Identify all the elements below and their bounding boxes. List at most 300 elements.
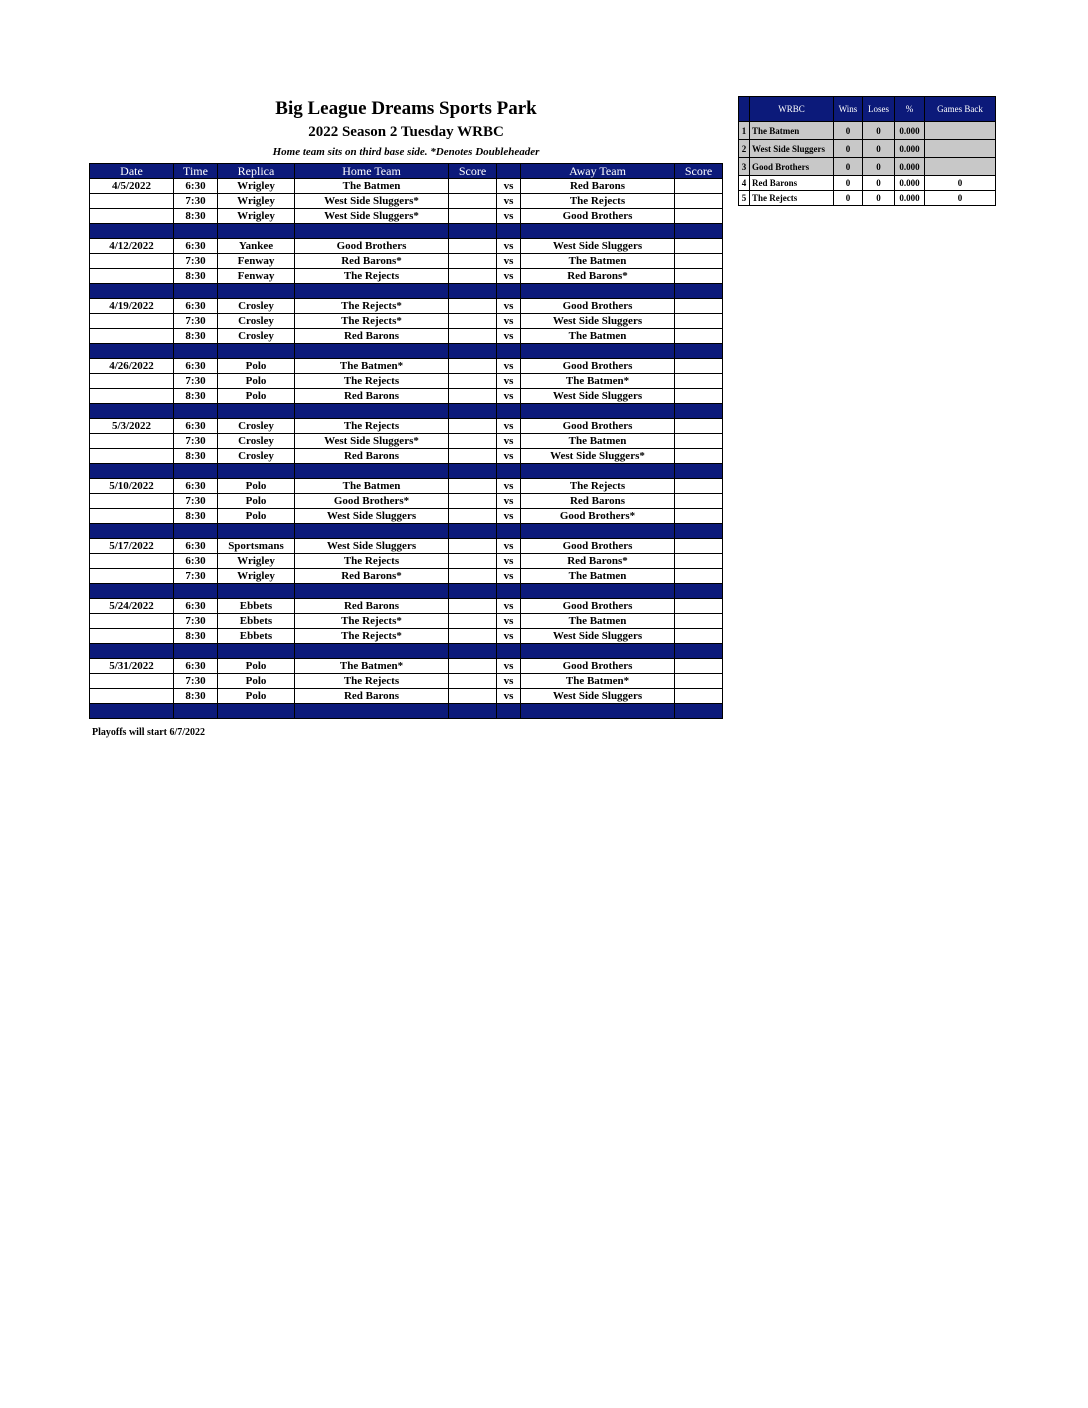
game-replica: Polo [218, 674, 295, 689]
away-team: West Side Sluggers [521, 689, 675, 704]
away-score [675, 674, 723, 689]
game-time: 8:30 [174, 449, 218, 464]
separator-cell [449, 704, 497, 719]
table-row [90, 479, 723, 494]
separator-cell [174, 224, 218, 239]
vs-label: vs [497, 569, 521, 584]
away-team: The Rejects [521, 194, 675, 209]
vs-label: vs [497, 269, 521, 284]
away-score [675, 614, 723, 629]
home-team: West Side Sluggers* [295, 434, 449, 449]
away-team: Good Brothers [521, 299, 675, 314]
away-team: Good Brothers [521, 359, 675, 374]
game-date: 5/3/2022 [90, 419, 174, 434]
away-team: Red Barons* [521, 554, 675, 569]
column-header-home-score: Score [449, 164, 497, 179]
away-team: Good Brothers [521, 539, 675, 554]
table-row [90, 389, 723, 404]
standings-team: Good Brothers [750, 158, 834, 176]
home-score [449, 509, 497, 524]
separator-cell [90, 704, 174, 719]
game-time: 7:30 [174, 674, 218, 689]
away-team: The Rejects [521, 479, 675, 494]
schedule-header-row [90, 164, 723, 179]
separator-cell [497, 344, 521, 359]
game-time: 8:30 [174, 269, 218, 284]
game-time: 6:30 [174, 599, 218, 614]
away-team: The Batmen [521, 434, 675, 449]
game-time: 6:30 [174, 539, 218, 554]
week-separator-row [90, 404, 723, 419]
standings-games-back: 0 [925, 191, 996, 206]
table-row [90, 509, 723, 524]
home-score [449, 419, 497, 434]
game-date [90, 194, 174, 209]
standings-header-row [739, 97, 996, 122]
home-score [449, 434, 497, 449]
standings-rank: 3 [739, 158, 750, 176]
schedule-table [89, 163, 723, 719]
home-score [449, 674, 497, 689]
week-separator-row [90, 224, 723, 239]
separator-cell [521, 644, 675, 659]
column-header-date: Date [90, 164, 174, 179]
game-date [90, 449, 174, 464]
vs-label: vs [497, 509, 521, 524]
standings-pct: 0.000 [895, 176, 925, 191]
column-header-vs [497, 164, 521, 179]
standings-table [738, 96, 996, 206]
game-replica: Crosley [218, 419, 295, 434]
separator-cell [90, 284, 174, 299]
standings-row [739, 158, 996, 176]
game-date [90, 689, 174, 704]
separator-cell [675, 644, 723, 659]
vs-label: vs [497, 194, 521, 209]
game-date: 5/31/2022 [90, 659, 174, 674]
game-replica: Ebbets [218, 629, 295, 644]
home-team: West Side Sluggers [295, 509, 449, 524]
standings-pct: 0.000 [895, 158, 925, 176]
standings-body [739, 122, 996, 206]
separator-cell [295, 524, 449, 539]
table-row [90, 374, 723, 389]
away-score [675, 599, 723, 614]
away-score [675, 419, 723, 434]
standings-pct: 0.000 [895, 122, 925, 140]
separator-cell [675, 224, 723, 239]
vs-label: vs [497, 254, 521, 269]
game-date [90, 509, 174, 524]
game-time: 7:30 [174, 494, 218, 509]
separator-cell [521, 464, 675, 479]
column-header-time: Time [174, 164, 218, 179]
game-date [90, 269, 174, 284]
standings-row [739, 191, 996, 206]
separator-cell [90, 404, 174, 419]
game-replica: Crosley [218, 329, 295, 344]
home-score [449, 479, 497, 494]
game-date: 4/19/2022 [90, 299, 174, 314]
column-header-away-team: Away Team [521, 164, 675, 179]
separator-cell [497, 404, 521, 419]
home-team: Red Barons* [295, 569, 449, 584]
away-team: Good Brothers [521, 209, 675, 224]
home-team: Red Barons [295, 329, 449, 344]
standings-header-games-back: Games Back [925, 97, 996, 122]
game-time: 7:30 [174, 374, 218, 389]
separator-cell [218, 224, 295, 239]
away-score [675, 689, 723, 704]
away-team: Red Barons [521, 179, 675, 194]
standings-games-back [925, 140, 996, 158]
separator-cell [521, 404, 675, 419]
separator-cell [497, 704, 521, 719]
separator-cell [218, 404, 295, 419]
separator-cell [449, 644, 497, 659]
game-date [90, 374, 174, 389]
week-separator-row [90, 584, 723, 599]
separator-cell [497, 524, 521, 539]
standings-games-back [925, 158, 996, 176]
game-replica: Sportsmans [218, 539, 295, 554]
week-separator-row [90, 284, 723, 299]
vs-label: vs [497, 494, 521, 509]
vs-label: vs [497, 539, 521, 554]
away-team: Good Brothers [521, 419, 675, 434]
away-score [675, 314, 723, 329]
table-row [90, 629, 723, 644]
away-score [675, 179, 723, 194]
separator-cell [174, 284, 218, 299]
game-date: 4/26/2022 [90, 359, 174, 374]
game-date [90, 674, 174, 689]
standings-rank: 5 [739, 191, 750, 206]
away-team: Red Barons [521, 494, 675, 509]
vs-label: vs [497, 674, 521, 689]
game-time: 6:30 [174, 479, 218, 494]
separator-cell [449, 224, 497, 239]
standings-wins: 0 [834, 191, 863, 206]
table-row [90, 269, 723, 284]
vs-label: vs [497, 359, 521, 374]
separator-cell [675, 704, 723, 719]
game-replica: Crosley [218, 314, 295, 329]
separator-cell [218, 524, 295, 539]
table-row [90, 674, 723, 689]
away-team: Good Brothers [521, 659, 675, 674]
home-team: The Rejects* [295, 629, 449, 644]
away-score [675, 569, 723, 584]
game-date: 4/5/2022 [90, 179, 174, 194]
playoffs-note: Playoffs will start 6/7/2022 [92, 727, 206, 738]
schedule-note: Home team sits on third base side. *Denotes Doubleheader [272, 146, 540, 158]
game-time: 6:30 [174, 179, 218, 194]
page-title: Big League Dreams Sports Park [275, 98, 537, 119]
week-separator-row [90, 704, 723, 719]
away-score [675, 389, 723, 404]
separator-cell [90, 584, 174, 599]
table-row [90, 254, 723, 269]
game-replica: Polo [218, 374, 295, 389]
away-team: West Side Sluggers* [521, 449, 675, 464]
separator-cell [675, 524, 723, 539]
standings-header-wins: Wins [834, 97, 863, 122]
separator-cell [174, 524, 218, 539]
game-replica: Wrigley [218, 554, 295, 569]
separator-cell [521, 344, 675, 359]
game-time: 7:30 [174, 254, 218, 269]
game-replica: Ebbets [218, 614, 295, 629]
standings-team: Red Barons [750, 176, 834, 191]
standings-wins: 0 [834, 140, 863, 158]
game-date: 4/12/2022 [90, 239, 174, 254]
separator-cell [521, 524, 675, 539]
game-date: 5/17/2022 [90, 539, 174, 554]
home-team: The Batmen [295, 179, 449, 194]
home-team: West Side Sluggers* [295, 209, 449, 224]
vs-label: vs [497, 449, 521, 464]
vs-label: vs [497, 599, 521, 614]
game-replica: Polo [218, 659, 295, 674]
game-time: 7:30 [174, 314, 218, 329]
home-score [449, 494, 497, 509]
home-score [449, 554, 497, 569]
home-team: The Batmen [295, 479, 449, 494]
table-row [90, 434, 723, 449]
standings-loses: 0 [863, 191, 895, 206]
game-date: 5/24/2022 [90, 599, 174, 614]
game-date [90, 434, 174, 449]
standings-header-rank [739, 97, 750, 122]
home-score [449, 389, 497, 404]
standings-loses: 0 [863, 176, 895, 191]
away-team: The Batmen [521, 614, 675, 629]
vs-label: vs [497, 179, 521, 194]
away-score [675, 494, 723, 509]
standings-team: West Side Sluggers [750, 140, 834, 158]
separator-cell [521, 704, 675, 719]
standings-row [739, 140, 996, 158]
home-score [449, 299, 497, 314]
standings-header-pct: % [895, 97, 925, 122]
away-score [675, 329, 723, 344]
vs-label: vs [497, 419, 521, 434]
table-row [90, 179, 723, 194]
separator-cell [521, 584, 675, 599]
game-time: 8:30 [174, 689, 218, 704]
standings-loses: 0 [863, 158, 895, 176]
separator-cell [174, 704, 218, 719]
standings-rank: 4 [739, 176, 750, 191]
vs-label: vs [497, 629, 521, 644]
standings-loses: 0 [863, 140, 895, 158]
week-separator-row [90, 464, 723, 479]
separator-cell [174, 464, 218, 479]
separator-cell [218, 704, 295, 719]
away-score [675, 554, 723, 569]
home-team: West Side Sluggers [295, 539, 449, 554]
game-date [90, 569, 174, 584]
away-score [675, 479, 723, 494]
separator-cell [218, 584, 295, 599]
standings-loses: 0 [863, 122, 895, 140]
away-score [675, 269, 723, 284]
game-time: 6:30 [174, 359, 218, 374]
game-replica: Polo [218, 509, 295, 524]
table-row [90, 329, 723, 344]
game-replica: Crosley [218, 299, 295, 314]
table-row [90, 494, 723, 509]
separator-cell [174, 644, 218, 659]
home-team: Good Brothers [295, 239, 449, 254]
home-score [449, 194, 497, 209]
separator-cell [497, 584, 521, 599]
game-replica: Polo [218, 359, 295, 374]
separator-cell [497, 224, 521, 239]
week-separator-row [90, 524, 723, 539]
vs-label: vs [497, 329, 521, 344]
home-team: Red Barons [295, 599, 449, 614]
game-replica: Wrigley [218, 209, 295, 224]
home-team: Red Barons [295, 389, 449, 404]
game-time: 6:30 [174, 659, 218, 674]
home-team: The Rejects* [295, 314, 449, 329]
game-date [90, 614, 174, 629]
home-score [449, 599, 497, 614]
game-time: 7:30 [174, 194, 218, 209]
separator-cell [218, 644, 295, 659]
home-score [449, 569, 497, 584]
home-team: The Rejects [295, 674, 449, 689]
away-score [675, 359, 723, 374]
separator-cell [218, 464, 295, 479]
separator-cell [295, 284, 449, 299]
vs-label: vs [497, 239, 521, 254]
home-score [449, 179, 497, 194]
game-date [90, 389, 174, 404]
column-header-replica: Replica [218, 164, 295, 179]
game-replica: Wrigley [218, 194, 295, 209]
separator-cell [174, 404, 218, 419]
away-score [675, 239, 723, 254]
table-row [90, 599, 723, 614]
table-row [90, 569, 723, 584]
vs-label: vs [497, 479, 521, 494]
home-team: West Side Sluggers* [295, 194, 449, 209]
game-replica: Yankee [218, 239, 295, 254]
game-date: 5/10/2022 [90, 479, 174, 494]
game-replica: Polo [218, 479, 295, 494]
separator-cell [90, 644, 174, 659]
table-row [90, 239, 723, 254]
game-date [90, 554, 174, 569]
table-row [90, 614, 723, 629]
away-score [675, 299, 723, 314]
standings-wins: 0 [834, 122, 863, 140]
separator-cell [174, 584, 218, 599]
away-score [675, 509, 723, 524]
away-team: West Side Sluggers [521, 314, 675, 329]
game-replica: Fenway [218, 254, 295, 269]
separator-cell [521, 284, 675, 299]
game-date [90, 314, 174, 329]
home-score [449, 539, 497, 554]
table-row [90, 554, 723, 569]
game-time: 7:30 [174, 434, 218, 449]
home-team: The Rejects [295, 269, 449, 284]
away-team: West Side Sluggers [521, 389, 675, 404]
game-time: 8:30 [174, 389, 218, 404]
game-time: 7:30 [174, 614, 218, 629]
vs-label: vs [497, 389, 521, 404]
separator-cell [675, 584, 723, 599]
standings-rank: 1 [739, 122, 750, 140]
standings-team: The Batmen [750, 122, 834, 140]
separator-cell [497, 284, 521, 299]
game-time: 8:30 [174, 509, 218, 524]
away-score [675, 209, 723, 224]
vs-label: vs [497, 209, 521, 224]
home-team: Red Barons [295, 689, 449, 704]
game-date [90, 494, 174, 509]
separator-cell [218, 344, 295, 359]
separator-cell [295, 224, 449, 239]
standings-wins: 0 [834, 176, 863, 191]
game-date [90, 254, 174, 269]
separator-cell [449, 284, 497, 299]
away-score [675, 449, 723, 464]
separator-cell [675, 344, 723, 359]
away-score [675, 539, 723, 554]
separator-cell [521, 224, 675, 239]
away-score [675, 434, 723, 449]
home-team: The Rejects [295, 554, 449, 569]
page-subtitle: 2022 Season 2 Tuesday WRBC [308, 124, 504, 140]
game-time: 6:30 [174, 554, 218, 569]
separator-cell [449, 404, 497, 419]
home-team: Good Brothers* [295, 494, 449, 509]
separator-cell [295, 704, 449, 719]
table-row [90, 299, 723, 314]
away-score [675, 629, 723, 644]
separator-cell [90, 464, 174, 479]
vs-label: vs [497, 434, 521, 449]
standings-header-league: WRBC [750, 97, 834, 122]
away-score [675, 194, 723, 209]
away-team: The Batmen [521, 329, 675, 344]
standings-pct: 0.000 [895, 191, 925, 206]
separator-cell [174, 344, 218, 359]
away-team: The Batmen [521, 569, 675, 584]
game-date [90, 329, 174, 344]
standings-wins: 0 [834, 158, 863, 176]
standings-games-back: 0 [925, 176, 996, 191]
separator-cell [295, 464, 449, 479]
game-time: 7:30 [174, 569, 218, 584]
schedule-body [90, 179, 723, 719]
home-team: The Rejects [295, 419, 449, 434]
away-team: West Side Sluggers [521, 629, 675, 644]
home-team: The Batmen* [295, 359, 449, 374]
home-team: The Rejects* [295, 299, 449, 314]
standings-rank: 2 [739, 140, 750, 158]
game-replica: Fenway [218, 269, 295, 284]
vs-label: vs [497, 659, 521, 674]
game-replica: Ebbets [218, 599, 295, 614]
away-team: Good Brothers* [521, 509, 675, 524]
table-row [90, 539, 723, 554]
